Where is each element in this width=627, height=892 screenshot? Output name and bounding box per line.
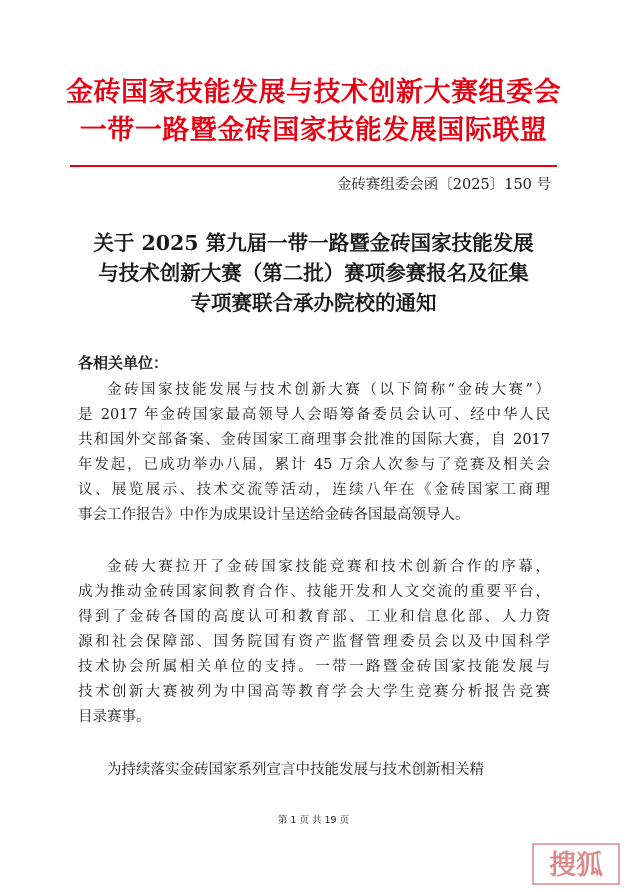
paragraph-line: 技术协会所属相关单位的支持。一带一路暨金砖国家技能发展与 (78, 659, 550, 675)
paragraph-line: 事会工作报告》中作为成果设计呈送给金砖各国最高领导人。 (78, 507, 470, 523)
body-paragraph-1 (78, 378, 550, 528)
notice-title (60, 228, 567, 318)
page-number: 第 1 页 共 19 页 (277, 815, 350, 826)
salutation: 各相关单位： (78, 354, 169, 372)
paragraph-line: 为持续落实金砖国家系列宣言中技能发展与技术创新相关精 (107, 762, 484, 778)
paragraph-line: 金砖大赛拉开了金砖国家技能竞赛和技术创新合作的序幕， (107, 559, 550, 575)
paragraph-line: 成为推动金砖国家间教育合作、技能开发和人文交流的重要平台， (78, 584, 550, 600)
paragraph-line: 金砖国家技能发展与技术创新大赛（以下简称“金砖大赛”） (107, 382, 550, 398)
paragraph-line: 目录赛事。 (78, 709, 151, 725)
paragraph-line: 技术创新大赛被列为中国高等教育学会大学生竞赛分析报告竞赛 (78, 684, 550, 700)
letterhead (0, 74, 627, 150)
sohu-watermark-logo (531, 842, 621, 886)
body-paragraph-3 (78, 758, 550, 783)
watermark-text: 搜狐 (549, 850, 603, 881)
title-line: 专项赛联合承办院校的通知 (190, 291, 437, 315)
body-paragraph-2 (78, 555, 550, 730)
paragraph-line: 年发起，已成功举办八届，累计 45 万余人次参与了竞赛及相关会 (78, 457, 550, 473)
paragraph-line: 是 2017 年金砖国家最高领导人会晤筹备委员会认可、经中华人民 (78, 407, 550, 423)
document-number: 金砖赛组委会函〔2025〕150 号 (336, 177, 551, 193)
letterhead-divider (70, 165, 557, 167)
title-line: 与技术创新大赛（第二批）赛项参赛报名及征集 (98, 261, 529, 285)
paragraph-line: 得到了金砖各国的高度认可和教育部、工业和信息化部、人力资 (78, 609, 550, 625)
org-name-line-2: 一带一路暨金砖国家技能发展国际联盟 (79, 115, 548, 146)
paragraph-line: 议、展览展示、技术交流等活动，连续八年在《金砖国家工商理 (78, 482, 550, 498)
paragraph-line: 源和社会保障部、国务院国有资产监督管理委员会以及中国科学 (78, 634, 550, 650)
org-name-line-1: 金砖国家技能发展与技术创新大赛组委会 (66, 77, 561, 108)
paragraph-line: 共和国外交部备案、金砖国家工商理事会批准的国际大赛，自 2017 (78, 432, 550, 448)
title-line: 关于 2025 第九届一带一路暨金砖国家技能发展 (93, 231, 534, 255)
